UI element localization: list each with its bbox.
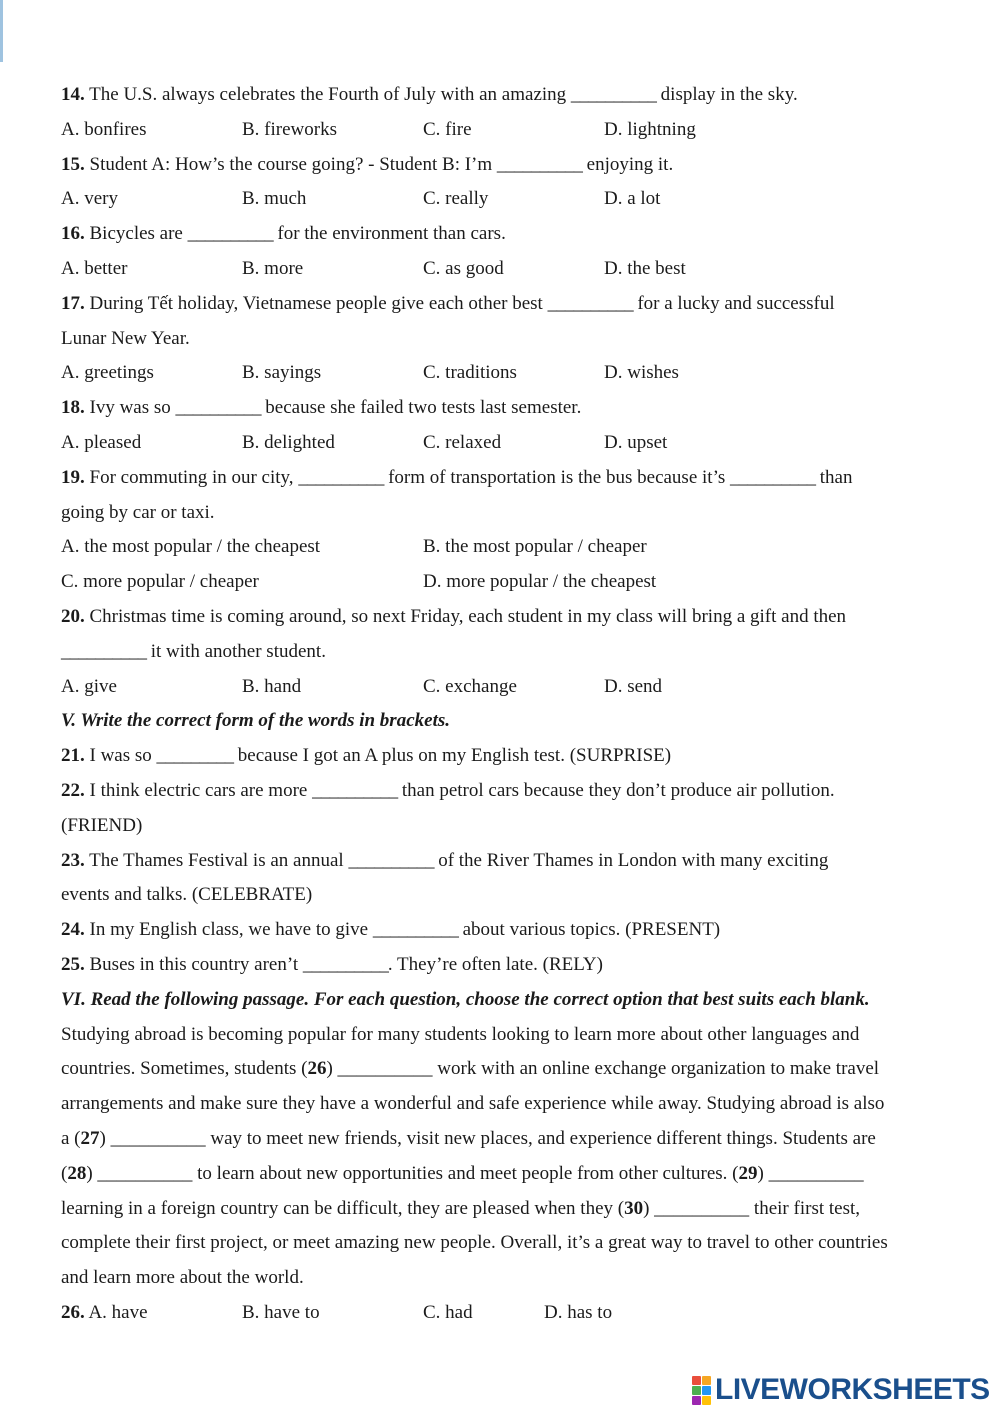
options-18 [61,426,946,461]
question-text: than [819,466,853,488]
answer-blank[interactable]: __________ [312,779,398,801]
answer-blank[interactable]: _________ [156,745,234,767]
question-text: form of transportation is the bus because it’s [388,466,726,488]
question-26 [61,1296,946,1331]
logo-icon [692,1376,711,1405]
option-b[interactable]: B. sayings [242,362,322,384]
option-b[interactable]: B. fireworks [242,118,337,140]
question-text: Christmas time is coming around, so next Friday, each student in my class will bring a gift and then [89,605,847,627]
liveworksheets-logo[interactable] [692,1374,990,1406]
question-number: 23. [61,849,85,871]
question-text: than petrol cars because they don’t produce air pollution. [401,779,835,801]
question-text: Lunar New Year. [61,327,190,349]
question-text: events and talks. (CELEBRATE) [61,884,313,906]
question-text: going by car or taxi. [61,501,215,523]
answer-blank[interactable]: __________ [175,397,261,419]
logo-text: LIVEWORKSHEETS [715,1373,990,1406]
option-c[interactable]: C. had [423,1301,473,1323]
blank-number-29: 29 [738,1162,758,1184]
logo-square [692,1376,701,1385]
question-17-continued [61,322,946,357]
answer-blank[interactable]: __________ [730,466,815,488]
logo-square [692,1386,701,1395]
option-d[interactable]: D. wishes [604,362,679,384]
option-c[interactable]: C. as good [423,257,504,279]
question-22-continued [61,809,946,844]
question-text: The Thames Festival is an annual [89,849,344,871]
options-20 [61,670,946,705]
question-number: 19. [61,466,85,488]
worksheet-content [61,78,946,1331]
option-b[interactable]: B. have to [242,1301,320,1323]
question-26-first [61,1296,242,1331]
question-text: The U.S. always celebrates the Fourth of July with an amazing [89,84,567,105]
option-c[interactable]: C. traditions [423,362,517,384]
question-number: 17. [61,292,85,314]
option-d[interactable]: D. lightning [604,118,696,140]
question-20 [61,600,946,635]
option-c[interactable]: C. exchange [423,675,517,697]
blank-number-27: 27 [80,1127,100,1149]
question-text: During Tết holiday, Vietnamese people give each other best [89,292,543,314]
options-15 [61,182,946,217]
logo-square [702,1396,711,1405]
passage-line [61,1052,946,1087]
question-text: Student A: How’s the course going? - Student B: I’m [89,153,493,175]
question-19-continued [61,496,946,531]
question-text: I think electric cars are more [89,779,308,801]
option-d[interactable]: D. more popular / the cheapest [423,571,657,593]
passage-text: learning in a foreign country can be difficult, they are pleased when they ( [61,1197,625,1219]
logo-square [702,1376,711,1385]
question-text: for the environment than cars. [277,223,506,245]
question-number: 24. [61,919,85,941]
blank-number-26: 26 [307,1058,327,1080]
question-text: Bicycles are [89,223,183,245]
option-a[interactable]: A. bonfires [61,118,147,140]
logo-square [702,1386,711,1395]
passage-text: ) __________ work with an online exchange organization to make travel [326,1058,880,1080]
question-16 [61,217,946,252]
answer-blank[interactable]: __________ [372,919,458,941]
option-c[interactable]: C. relaxed [423,431,502,453]
question-20-continued [61,635,946,670]
question-22 [61,774,946,809]
question-text: about various topics. (PRESENT) [462,919,721,941]
page-corner-mark [0,0,3,62]
question-14 [61,78,946,113]
option-d[interactable]: D. a lot [604,188,661,210]
question-text: it with another student. [150,640,326,662]
option-c[interactable]: C. fire [423,118,472,140]
passage-text: ( [61,1162,68,1184]
question-text: display in the sky. [660,84,798,105]
section-vi-heading: VI. Read the following passage. For each question, choose the correct option that best suits each blank. [61,988,870,1010]
question-23 [61,844,946,879]
question-number: 22. [61,779,85,801]
answer-blank[interactable]: __________ [298,466,384,488]
question-18 [61,391,946,426]
question-number: 20. [61,605,85,627]
answer-blank[interactable]: __________ [302,953,388,975]
question-number: 26. [61,1301,85,1323]
answer-blank[interactable]: __________ [187,223,273,245]
passage-line [61,1157,946,1192]
passage-line: and learn more about the world. [61,1267,304,1289]
blank-number-30: 30 [624,1197,644,1219]
option-a[interactable]: A. give [61,675,117,697]
option-d[interactable]: D. send [604,675,663,697]
question-17 [61,287,946,322]
passage-line [61,1122,946,1157]
question-number: 21. [61,745,85,767]
passage-line: Studying abroad is becoming popular for many students looking to learn more about other languages and [61,1023,860,1045]
options-19-row1 [61,530,946,565]
logo-square [692,1396,701,1405]
option-a[interactable]: A. the most popular / the cheapest [61,536,321,558]
option-c[interactable]: C. really [423,188,489,210]
option-c[interactable]: C. more popular / cheaper [61,571,259,593]
question-24 [61,913,946,948]
question-number: 18. [61,397,85,419]
passage-text: ) __________ to learn about new opportunities and meet people from other cultures. ( [86,1162,739,1184]
option-b[interactable]: B. the most popular / cheaper [423,536,647,558]
answer-blank[interactable]: __________ [496,153,582,175]
option-b[interactable]: B. more [242,257,304,279]
question-number: 15. [61,153,85,175]
passage-line [61,1192,946,1227]
option-a[interactable]: A. have [88,1301,148,1323]
options-14 [61,113,946,148]
passage-text: ) __________ way to meet new friends, visit new places, and experience different things. Students are [99,1127,876,1149]
passage-text: ) __________ their first test, [643,1197,860,1219]
options-19-row2 [61,565,946,600]
passage-text: a ( [61,1127,81,1149]
question-text: In my English class, we have to give [89,919,369,941]
option-a[interactable]: A. pleased [61,431,142,453]
question-15 [61,148,946,183]
option-d[interactable]: D. upset [604,431,668,453]
question-text: Ivy was so [89,397,171,419]
question-19 [61,461,946,496]
passage-line: complete their first project, or meet amazing new people. Overall, it’s a great way to travel to other countries [61,1232,888,1254]
question-text: enjoying it. [586,153,674,175]
question-number: 16. [61,223,85,245]
passage-text: countries. Sometimes, students ( [61,1058,308,1080]
option-d[interactable]: D. has to [544,1301,613,1323]
question-text: (FRIEND) [61,814,143,836]
question-text: because she failed two tests last semester. [265,397,582,419]
question-text: for a lucky and successful [637,292,835,314]
option-a[interactable]: A. better [61,257,128,279]
passage-text: ) __________ [757,1162,864,1184]
section-v-heading: V. Write the correct form of the words in brackets. [61,710,450,732]
question-21 [61,739,946,774]
question-text: of the River Thames in London with many exciting [438,849,829,871]
option-b[interactable]: B. hand [242,675,302,697]
option-b[interactable]: B. much [242,188,307,210]
option-a[interactable]: A. very [61,188,118,210]
question-number: 14. [61,84,85,105]
question-text: Buses in this country aren’t [89,953,299,975]
option-a[interactable]: A. greetings [61,362,154,384]
answer-blank[interactable]: __________ [61,640,146,662]
answer-blank[interactable]: __________ [547,292,633,314]
question-23-continued [61,878,946,913]
option-b[interactable]: B. delighted [242,431,335,453]
question-number: 25. [61,953,85,975]
question-text: For commuting in our city, [89,466,294,488]
passage-line: arrangements and make sure they have a wonderful and safe experience while away. Studying abroad is also [61,1093,885,1115]
question-25 [61,948,946,983]
blank-number-28: 28 [67,1162,87,1184]
options-16 [61,252,946,287]
question-text: because I got an A plus on my English test. (SURPRISE) [237,745,672,767]
options-17 [61,356,946,391]
answer-blank[interactable]: __________ [570,84,656,105]
question-text: . They’re often late. (RELY) [387,953,603,975]
answer-blank[interactable]: __________ [348,849,434,871]
option-d[interactable]: D. the best [604,257,686,279]
question-text: I was so [89,745,152,767]
